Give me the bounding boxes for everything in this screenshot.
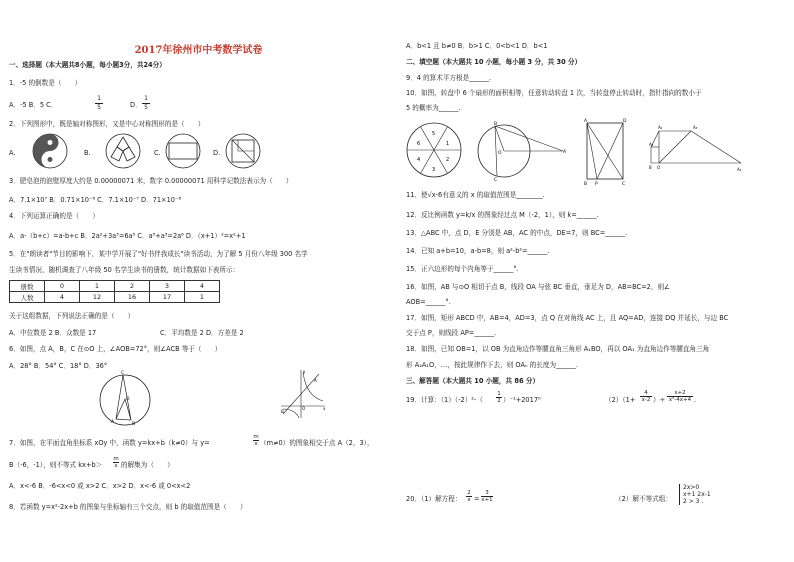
q4-options: A．a-（b+c）=a-b+c B．2a²+3a³=6a⁵ C．a³+a³=2a⁶ D．（x+1）²=x²+1: [9, 232, 246, 240]
q7-label-b: B: [281, 409, 284, 414]
q1-options-text: A．-5 B．5 C．: [9, 101, 58, 109]
q2-figure-square-circle: [225, 133, 261, 169]
q1-option-c-fraction: [95, 95, 103, 112]
spinner-num-1: 1: [446, 141, 450, 147]
spinner-num-3: 3: [432, 167, 436, 173]
q6-label-b: B: [132, 422, 136, 427]
q2-label-b: B.: [84, 149, 91, 157]
q16-label-o: O: [498, 151, 502, 156]
q7-text-a: 7．如图，在平面直角坐标系 xOy 中，函数 y=kx+b（k≠0）与 y=: [9, 439, 210, 447]
question-10-line2: 5 的概率为______.: [406, 104, 461, 112]
q6-label-a: A: [111, 420, 115, 425]
q7-options: A．x<-6 B．-6<x<0 或 x>2 C．x>2 D．x<-6 或 0<x<2: [9, 482, 191, 490]
question-1: 1．-5 的倒数是（ ）: [9, 79, 82, 87]
q8-options: A．b<1 且 b≠0 B．b>1 C．0<b<1 D．b<1: [406, 42, 548, 50]
q18-triangles-figure: [649, 125, 749, 177]
question-4: 4．下列运算正确的是（ ）: [9, 212, 99, 220]
books-table: [9, 280, 220, 303]
question-14: 14．已知 a+b=10，a-b=8，则 a²-b²=______.: [406, 247, 550, 255]
table-cell: 3: [150, 281, 185, 292]
q1-option-d: D．: [130, 101, 142, 109]
q18-label-a3: A₃: [693, 125, 698, 130]
q20b-system: [679, 484, 711, 505]
q20b-line-1: 2x>0: [683, 484, 700, 491]
exam-title: 2017年徐州市中考数学试卷: [134, 45, 263, 56]
q6-label-o: O: [126, 397, 130, 402]
q7-label-y: y: [303, 369, 306, 374]
q19a-fraction: [496, 391, 502, 404]
q19a-frac-den: 2: [497, 398, 501, 404]
question-16-line1: 16．如图，AB 与⊙O 相切于点 B，线段 OA 与弦 BC 垂直，垂足为 D，AB=BC=2，则∠: [406, 283, 670, 291]
right-column: [397, 0, 794, 562]
q16-label-c: C: [494, 178, 498, 183]
question-17-line1: 17．如图，矩形 ABCD 中，AB=4，AD=3，点 Q 在对角线 AC 上，且 AQ=AD，连接 DQ 并延长，与边 BC: [406, 314, 729, 322]
q2-figure-mercedes: [105, 133, 141, 169]
table-cell: 人数: [10, 292, 45, 303]
question-13: 13．△ABC 中，点 D，E 分别是 AB，AC 的中点，DE=7，则 BC=______.: [406, 229, 628, 237]
q7-frac1-num: m: [253, 434, 259, 440]
table-row: [10, 281, 220, 292]
q5-options-2: C．平均数是 2 D．方差是 2: [160, 329, 244, 337]
q20a-f1-den: x: [467, 497, 471, 503]
q6-circle-figure: [97, 369, 153, 427]
q6-options: A．28° B．54° C．18° D．36°: [9, 362, 108, 370]
table-cell: 1: [185, 292, 220, 303]
q1-c-numerator: 1: [95, 95, 103, 104]
question-11: 11．使√x-6有意义的 x 的取值范围是________.: [406, 191, 545, 199]
question-3: 3．肥皂泡的泡壁厚度大约是 0.00000071 米，数字 0.00000071 用科学记数法表示为（ ）: [9, 177, 293, 185]
q7-text-c: 的解集为（ ）: [121, 461, 174, 469]
q19b-f1-den: x-2: [641, 397, 651, 403]
question-19b: （2）（1+: [605, 396, 636, 404]
q19b-f2-den: x²-4x+4: [668, 397, 692, 403]
question-18-line1: 18．如图，已知 OB=1，以 OB 为直角边作等腰直角三角形 A₁BO，再以 OA₁ 为直角边作等腰直角三角: [406, 345, 710, 353]
question-10-line1: 10．如图，转盘中 6 个扇形的面积相等，任意转动转盘 1 次，当转盘停止转动时，指针指向的数小于: [406, 89, 702, 97]
question-19a: 19．计算：（1）（-2）²-（: [406, 396, 483, 404]
q7-graph-figure: [279, 368, 327, 420]
q18-label-a4: A₄: [737, 167, 742, 172]
question-5-line3: 关于这组数据，下列说法正确的是（ ）: [9, 312, 135, 320]
table-cell: 4: [185, 281, 220, 292]
q7-frac2-den: x: [114, 463, 118, 469]
q20a-equals: =: [474, 495, 480, 503]
q17-label-d: D: [623, 119, 627, 124]
q20b-line-2: x+1 2x-1: [683, 491, 711, 498]
q18-label-a1: A₁: [649, 142, 654, 147]
q17-label-c: C: [622, 182, 626, 187]
q16-label-a: A: [563, 150, 567, 155]
question-5-line2: 生读书情况，随机调查了八年级 50 名学生读书的册数，统计数据如下表所示：: [9, 266, 240, 274]
q7-label-o: O: [302, 406, 306, 411]
q20a-f1-num: 2: [467, 490, 471, 496]
question-7-line1: [9, 439, 210, 447]
q19a-tail: ）⁻¹+2017⁰: [503, 396, 541, 404]
section-fill-heading: 二、填空题（本大题共 10 小题，每小题 3 分，共 30 分）: [406, 58, 582, 66]
q1-option-d-fraction: [142, 95, 150, 112]
q20a-f2-num: 3: [481, 490, 493, 497]
table-cell: 2: [115, 281, 150, 292]
q1-d-numerator: 1: [142, 95, 150, 104]
question-9: 9．4 的算术平方根是______.: [406, 74, 492, 82]
q1-d-denominator: 5: [144, 104, 148, 111]
q16-label-b: B: [494, 122, 498, 127]
question-6: 6．如图，点 A，B，C 在⊙O 上，∠AOB=72°，则∠ACB 等于（ ）: [9, 345, 222, 353]
table-cell: 16: [115, 292, 150, 303]
q1-options: [9, 101, 57, 109]
q2-figure-taiji: [32, 133, 68, 169]
q20b-line-3: 2 > 3 .: [683, 498, 704, 505]
q19b-fraction-1: [640, 390, 652, 403]
q17-label-b: B: [584, 182, 588, 187]
table-cell: 4: [45, 292, 80, 303]
spinner-num-4: 4: [417, 157, 421, 163]
q2-label-a: A.: [9, 149, 16, 157]
q18-label-b: B: [649, 165, 652, 170]
question-17-line2: 交于点 P，则线段 AP=______.: [406, 329, 497, 337]
question-2: 2．下列图形中，既是轴对称图形，又是中心对称图形的是（ ）: [9, 120, 205, 128]
question-12: 12．反比例函数 y=k/x 的图象经过点 M（-2，1），则 k=______.: [406, 211, 599, 219]
spinner-num-2: 2: [446, 157, 450, 163]
q19b-end: .: [694, 396, 697, 404]
table-cell: 17: [150, 292, 185, 303]
q19b-fraction-2: [667, 390, 693, 403]
q7-fraction-2: [113, 456, 119, 469]
q6-label-c: C: [121, 371, 125, 376]
q3-options: A．7.1×10⁷ B．0.71×10⁻⁶ C．7.1×10⁻⁷ D．71×10⁻⁸: [9, 196, 182, 204]
question-15: 15．正六边形的每个内角等于______°.: [406, 265, 519, 273]
q20a-f2-den: x+1: [481, 497, 493, 503]
q1-c-denominator: 5: [97, 104, 101, 111]
q19b-f1-num: 4: [640, 390, 652, 397]
q7-label-a: A: [314, 378, 317, 383]
spinner-num-5: 5: [432, 131, 436, 137]
question-18-line2: 形 A₂A₁O，…，按此规律作下去，则 OAₙ 的长度为______.: [406, 361, 578, 369]
question-16-line2: AOB=______°.: [406, 298, 451, 306]
q5-options-1: A．中位数是 2 B．众数是 17: [9, 329, 97, 337]
q2-figure-rect-circle: [165, 133, 201, 169]
q17-rectangle-figure: [583, 118, 629, 186]
q7-label-x: x: [323, 406, 326, 411]
q17-label-a: A: [584, 119, 588, 124]
q19b-f2-num: x+2: [667, 390, 693, 397]
q2-label-d: D.: [213, 149, 221, 157]
question-5-line1: 5．在"朗读者"节目的影响下，某中学开展了"好书伴我成长"读书活动，为了解 5 月份八年级 300 名学: [9, 250, 308, 258]
spinner-num-6: 6: [417, 141, 421, 147]
question-8: 8．若函数 y=x²-2x+b 的图象与坐标轴有三个交点，则 b 的取值范围是（ ）: [9, 503, 247, 511]
q19a-frac-num: 1: [497, 391, 501, 397]
q7-frac1-den: x: [254, 441, 258, 447]
q19b-divide: ）÷: [653, 396, 666, 404]
table-cell: 0: [45, 281, 80, 292]
table-cell: 1: [80, 281, 115, 292]
question-20b: （2）解不等式组：: [615, 495, 672, 503]
question-20a: 20．（1）解方程：: [406, 495, 462, 503]
table-cell: 册数: [10, 281, 45, 292]
q7-text-b: （m≠0）的图象相交于点 A（2，3），: [260, 439, 374, 447]
q7-fraction-1: [253, 434, 259, 447]
q7-frac2-num: m: [113, 456, 119, 462]
q16-tangent-figure: [475, 120, 569, 182]
q18-label-o: O: [657, 165, 661, 170]
section-choice-heading: 一、选择题（本大题共8小题，每小题3分，共24分）: [9, 61, 166, 69]
q18-label-a2: A₂: [658, 125, 663, 130]
q20a-fraction-1: [466, 490, 472, 503]
q2-label-c: C.: [154, 149, 161, 157]
question-7-line2: B（-6，-1），则不等式 kx+b＞: [9, 461, 103, 469]
q17-label-p: P: [595, 182, 598, 187]
table-row: [10, 292, 220, 303]
q20a-fraction-2: [481, 490, 493, 503]
table-cell: 12: [80, 292, 115, 303]
section-answer-heading: 三、解答题（本大题共 10 小题，共 86 分）: [406, 377, 540, 385]
q10-spinner-figure: [405, 121, 463, 179]
